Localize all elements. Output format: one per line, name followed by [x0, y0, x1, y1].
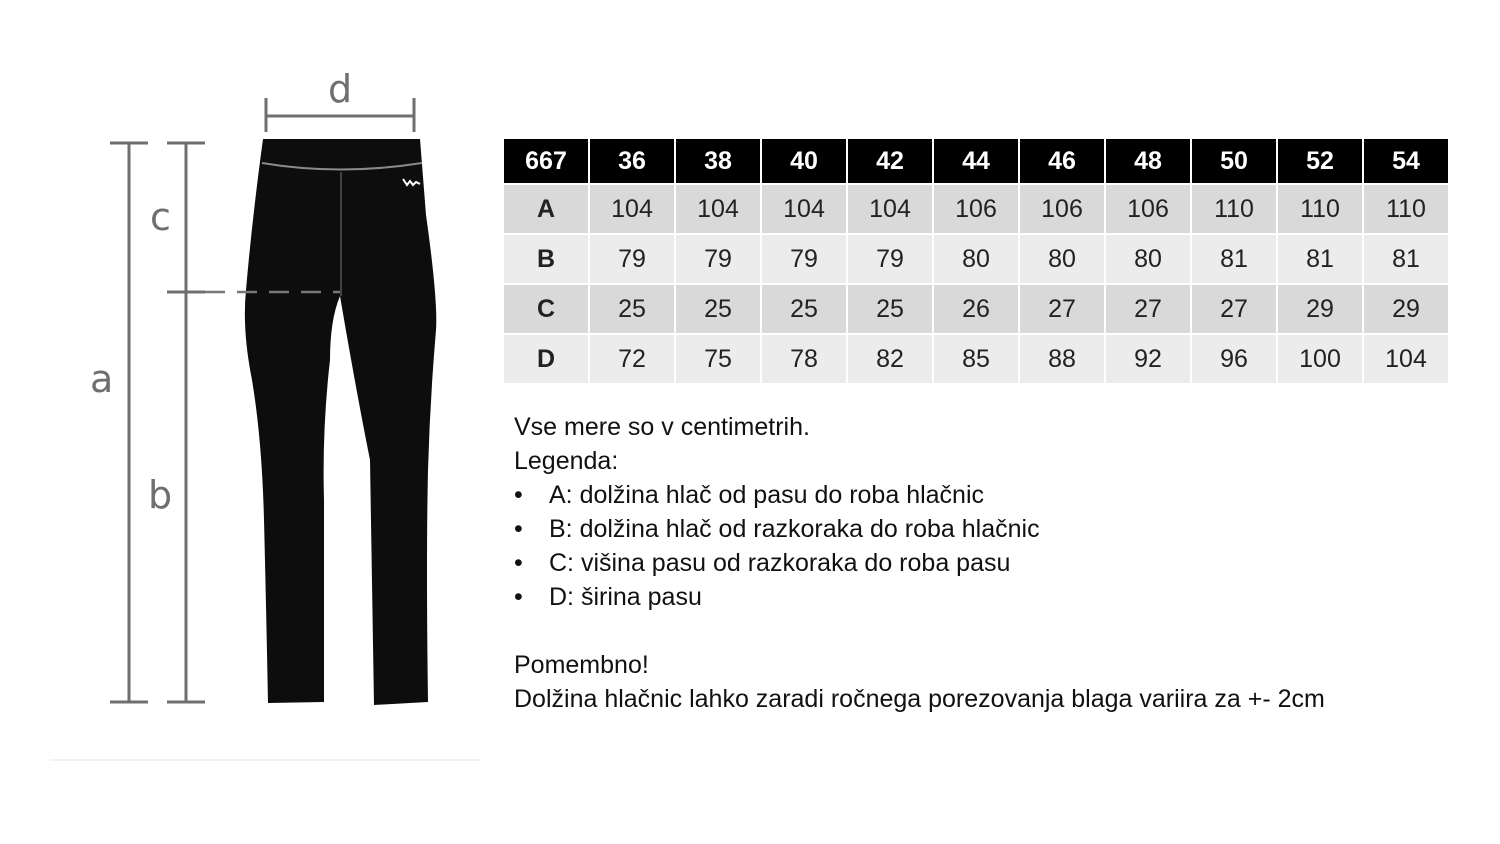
table-header-cell: 44 [934, 139, 1018, 183]
table-cell: 29 [1278, 283, 1362, 333]
table-row [504, 183, 1448, 233]
units-note: Vse mere so v centimetrih. [514, 413, 810, 441]
table-row [504, 233, 1448, 283]
table-header-cell: 38 [676, 139, 760, 183]
legend-item [514, 512, 1325, 546]
spacer [514, 614, 1325, 648]
table-cell: 104 [1364, 333, 1448, 383]
legend-item [514, 478, 1325, 512]
table-cell: 85 [934, 333, 1018, 383]
table-header-cell: 40 [762, 139, 846, 183]
table-header-cell: 667 [504, 139, 588, 183]
row-label-a: A [504, 183, 588, 233]
legend-item-text: B: dolžina hlač od razkoraka do roba hlačnic [549, 515, 1040, 543]
table-row [504, 283, 1448, 333]
table-cell: 104 [848, 183, 932, 233]
legend-item-text: D: širina pasu [549, 583, 702, 611]
pants-illustration [0, 0, 500, 844]
table-cell: 96 [1192, 333, 1276, 383]
table-cell: 27 [1020, 283, 1104, 333]
table-cell: 27 [1192, 283, 1276, 333]
dimension-label-d: d [328, 67, 353, 111]
table-header-cell: 48 [1106, 139, 1190, 183]
dimension-label-c: c [150, 195, 171, 239]
table-header-cell: 46 [1020, 139, 1104, 183]
table-cell: 88 [1020, 333, 1104, 383]
legend-item-text: C: višina pasu od razkoraka do roba pasu [549, 549, 1011, 577]
row-label-b: B [504, 233, 588, 283]
bullet-icon: • [514, 515, 523, 543]
table-cell: 25 [762, 283, 846, 333]
table-cell: 78 [762, 333, 846, 383]
table-cell: 110 [1278, 183, 1362, 233]
table-row [504, 333, 1448, 383]
table-cell: 72 [590, 333, 674, 383]
table-header-cell: 36 [590, 139, 674, 183]
legend-list [514, 478, 1325, 614]
important-text: Dolžina hlačnic lahko zaradi ročnega porezovanja blaga variira za +- 2cm [514, 685, 1325, 713]
table-cell: 81 [1278, 233, 1362, 283]
table-cell: 106 [934, 183, 1018, 233]
legend-item [514, 546, 1325, 580]
table-cell: 26 [934, 283, 1018, 333]
table-cell: 106 [1020, 183, 1104, 233]
bullet-icon: • [514, 549, 523, 577]
table-cell: 79 [848, 233, 932, 283]
table-cell: 27 [1106, 283, 1190, 333]
pants-diagram [0, 0, 500, 844]
size-notes [514, 410, 1325, 716]
table-header-cell: 52 [1278, 139, 1362, 183]
table-cell: 80 [934, 233, 1018, 283]
table-cell: 79 [762, 233, 846, 283]
legend-title: Legenda: [514, 447, 619, 475]
table-cell: 79 [590, 233, 674, 283]
important-title: Pomembno! [514, 651, 649, 679]
table-cell: 25 [676, 283, 760, 333]
table-cell: 25 [590, 283, 674, 333]
dimension-label-a: a [90, 357, 114, 401]
row-label-d: D [504, 333, 588, 383]
table-cell: 104 [590, 183, 674, 233]
table-cell: 79 [676, 233, 760, 283]
table-header-row [504, 139, 1448, 183]
table-cell: 29 [1364, 283, 1448, 333]
table-cell: 80 [1106, 233, 1190, 283]
dimension-a-line [110, 143, 148, 702]
legend-item-text: A: dolžina hlač od pasu do roba hlačnic [549, 481, 985, 509]
dimension-label-b: b [148, 473, 173, 517]
table-cell: 110 [1192, 183, 1276, 233]
table-cell: 92 [1106, 333, 1190, 383]
table-cell: 81 [1364, 233, 1448, 283]
size-table [502, 139, 1450, 383]
table-cell: 104 [676, 183, 760, 233]
bullet-icon: • [514, 583, 523, 611]
legend-item [514, 580, 1325, 614]
table-cell: 81 [1192, 233, 1276, 283]
table-cell: 106 [1106, 183, 1190, 233]
table-header-cell: 50 [1192, 139, 1276, 183]
table-cell: 100 [1278, 333, 1362, 383]
table-cell: 75 [676, 333, 760, 383]
table-header-cell: 54 [1364, 139, 1448, 183]
table-cell: 110 [1364, 183, 1448, 233]
table-cell: 80 [1020, 233, 1104, 283]
table-cell: 25 [848, 283, 932, 333]
table-cell: 104 [762, 183, 846, 233]
table-cell: 82 [848, 333, 932, 383]
table-header-cell: 42 [848, 139, 932, 183]
dimension-cb-line [167, 143, 205, 702]
row-label-c: C [504, 283, 588, 333]
bullet-icon: • [514, 481, 523, 509]
